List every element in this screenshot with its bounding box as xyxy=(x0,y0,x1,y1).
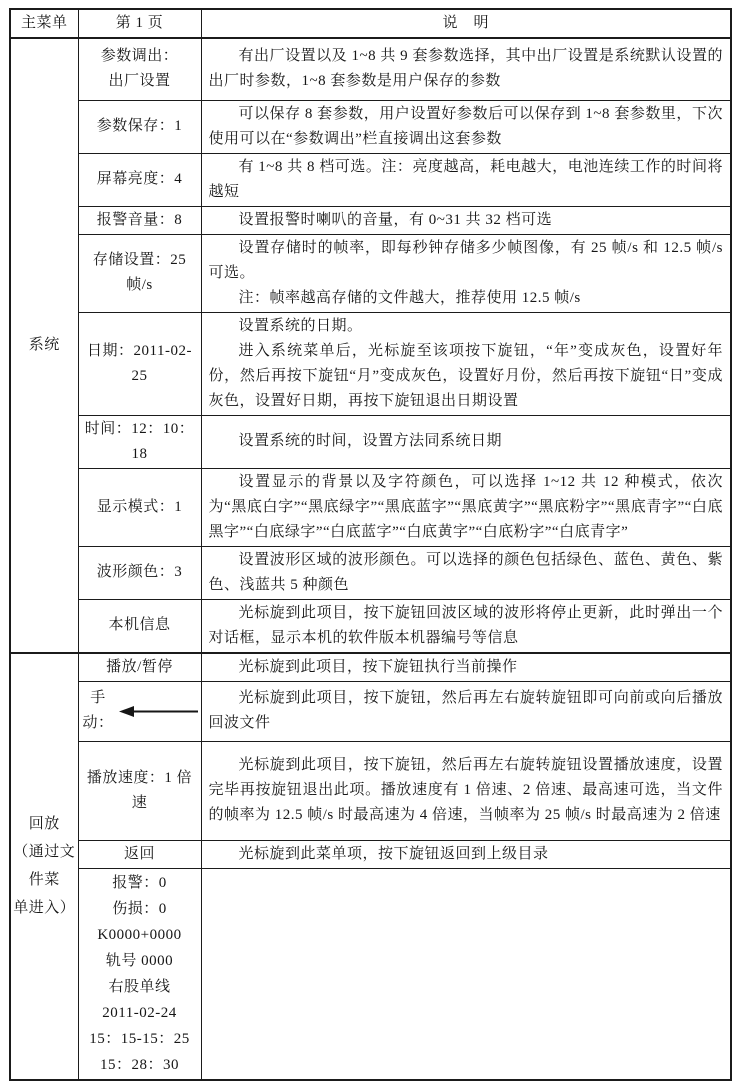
description-paragraph: 设置波形区域的波形颜色。可以选择的颜色包括绿色、蓝色、黄色、紫色、浅蓝共 5 种颜色 xyxy=(208,551,723,593)
menu-item-play-pause xyxy=(78,653,201,682)
table-row xyxy=(10,206,731,234)
menu-settings-table xyxy=(9,8,732,1081)
table-row xyxy=(10,599,731,653)
description-paragraph: 有 1~8 共 8 档可选。注：亮度越高，耗电越大，电池连续工作的时间将越短 xyxy=(208,158,723,200)
status-line-rail-number: 轨号 0000 xyxy=(105,952,174,969)
status-line-alarm: 报警：0 xyxy=(112,874,167,891)
description-cell xyxy=(201,206,731,234)
menu-item-storage-setting xyxy=(78,234,201,312)
item-line: 波形颜色：3 xyxy=(96,564,183,580)
menu-item-manual-play xyxy=(78,681,201,741)
table-row xyxy=(10,681,731,741)
menu-item-return xyxy=(78,840,201,868)
item-line: 参数保存：1 xyxy=(96,118,183,134)
menu-group-playback xyxy=(10,653,78,1080)
menu-item-system-date xyxy=(78,312,201,415)
menu-item-alarm-volume xyxy=(78,206,201,234)
description-paragraph: 光标旋到此项目，按下旋钮执行当前操作 xyxy=(238,658,518,675)
description-cell xyxy=(201,840,731,868)
item-line: 报警音量：8 xyxy=(96,211,183,228)
menu-item-screen-brightness xyxy=(78,153,201,206)
item-line: 屏幕亮度：4 xyxy=(96,171,183,187)
description-paragraph: 光标旋到此项目，按下旋钮回波区域的波形将停止更新，此时弹出一个对话框，显示本机的软件版本机器编号等信息 xyxy=(208,604,723,646)
table-row xyxy=(10,38,731,100)
description-cell xyxy=(201,599,731,653)
description-cell xyxy=(201,653,731,682)
item-line: 参数调出： xyxy=(100,48,179,65)
item-line: 出厂设置 xyxy=(108,73,171,90)
table-row xyxy=(10,741,731,840)
item-line: 本机信息 xyxy=(108,617,171,633)
menu-item-play-speed xyxy=(78,741,201,840)
table-row xyxy=(10,234,731,312)
description-cell xyxy=(201,741,731,840)
description-paragraph: 设置显示的背景以及字符颜色，可以选择 1~12 共 12 种模式，依次为“黑底白字”“黑底绿字”“黑底蓝字”“黑底黄字”“黑底粉字”“黑底青字”“白底黑字”“白底绿字”“白底蓝字”“白底黄字”“白底粉字”“白底青字” xyxy=(208,473,723,540)
description-cell xyxy=(201,546,731,599)
menu-group-label-line: 件菜 xyxy=(28,872,60,888)
menu-group-label-line: 回放 xyxy=(28,816,60,832)
menu-group-system xyxy=(10,38,78,653)
table-row xyxy=(10,415,731,468)
description-cell xyxy=(201,153,731,206)
description-cell xyxy=(201,100,731,153)
status-line-date: 2011-02-24 xyxy=(102,1004,177,1021)
item-line: 显示模式：1 xyxy=(96,498,183,515)
item-line: 时间：12：10：18 xyxy=(84,420,195,462)
description-cell xyxy=(201,234,731,312)
description-cell xyxy=(201,312,731,415)
description-cell xyxy=(201,681,731,741)
table-row xyxy=(10,100,731,153)
menu-item-waveform-color xyxy=(78,546,201,599)
item-line: 播放/暂停 xyxy=(106,658,173,675)
status-line-time: 15：28：30 xyxy=(99,1056,179,1073)
menu-group-label-line: 单进入） xyxy=(13,900,76,916)
menu-item-playback-record-info xyxy=(78,868,201,1080)
menu-item-parameter-recall xyxy=(78,38,201,100)
item-line: 返回 xyxy=(123,845,155,862)
description-paragraph: 设置系统的时间，设置方法同系统日期 xyxy=(238,433,503,449)
menu-group-label-line: （通过文 xyxy=(13,844,76,860)
description-paragraph: 可以保存 8 套参数，用户设置好参数后可以保存到 1~8 套参数里，下次使用可以在“参数调出”栏直接调出这套参数 xyxy=(208,105,723,147)
description-paragraph: 进入系统菜单后，光标旋至该项按下旋钮，“年”变成灰色，设置好年份，然后再按下旋钮“月”变成灰色，设置好月份，然后再按下旋钮“日”变成灰色，设置好日期，再按下旋钮退出日期设置 xyxy=(208,342,723,409)
description-cell xyxy=(201,415,731,468)
status-line-rail-side: 右股单线 xyxy=(108,978,171,995)
description-paragraph: 光标旋到此菜单项，按下旋钮返回到上级目录 xyxy=(238,845,549,862)
description-paragraph: 光标旋到此项目，按下旋钮，然后再左右旋转旋钮即可向前或向后播放回波文件 xyxy=(208,690,723,731)
table-header-row xyxy=(10,9,731,38)
menu-item-system-time xyxy=(78,415,201,468)
description-paragraph: 设置系统的日期。 xyxy=(238,317,363,334)
empty-description-cell xyxy=(201,868,731,1080)
description-paragraph: 光标旋到此项目，按下旋钮，然后再左右旋转旋钮设置播放速度，设置完毕再按旋钮退出此项。播放速度有 1 倍速、2 倍速、最高速可选，当文件的帧率为 12.5 帧/s 时最高速为 4 倍速，当帧率为 25 帧/s 时最高速为 2 倍速 xyxy=(208,757,723,823)
menu-group-label: 系统 xyxy=(28,337,60,354)
table-row xyxy=(10,840,731,868)
left-arrow-icon xyxy=(119,705,199,718)
header-description: 说 明 xyxy=(201,9,731,38)
table-row xyxy=(10,546,731,599)
description-cell xyxy=(201,468,731,546)
description-paragraph: 有出厂设置以及 1~8 共 9 套参数选择，其中出厂设置是系统默认设置的出厂时参数，1~8 套参数是用户保存的参数 xyxy=(208,48,723,90)
description-cell xyxy=(201,38,731,100)
table-row xyxy=(10,312,731,415)
description-paragraph: 设置报警时喇叭的音量，有 0~31 共 32 档可选 xyxy=(238,211,553,228)
item-line: 存储设置：25 帧/s xyxy=(92,252,187,293)
table-row xyxy=(10,653,731,682)
table-row xyxy=(10,868,731,1080)
menu-item-parameter-save xyxy=(78,100,201,153)
description-paragraph: 注：帧率越高存储的文件越大，推荐使用 12.5 帧/s xyxy=(238,289,581,306)
header-main-menu: 主菜单 xyxy=(10,9,78,38)
header-page-1: 第 1 页 xyxy=(78,9,201,38)
menu-item-device-info xyxy=(78,599,201,653)
menu-item-display-mode xyxy=(78,468,201,546)
status-line-damage: 伤损：0 xyxy=(112,900,167,917)
item-line: 日期：2011-02-25 xyxy=(87,342,192,384)
table-row xyxy=(10,468,731,546)
item-line: 播放速度：1 倍速 xyxy=(86,769,193,811)
status-line-kilometer: K0000+0000 xyxy=(97,926,182,943)
item-line: 手动： xyxy=(82,690,114,731)
status-line-time-range: 15：15-15：25 xyxy=(89,1030,190,1047)
table-row xyxy=(10,153,731,206)
description-paragraph: 设置存储时的帧率，即每秒钟存储多少帧图像，有 25 帧/s 和 12.5 帧/s 可选。 xyxy=(208,239,723,281)
